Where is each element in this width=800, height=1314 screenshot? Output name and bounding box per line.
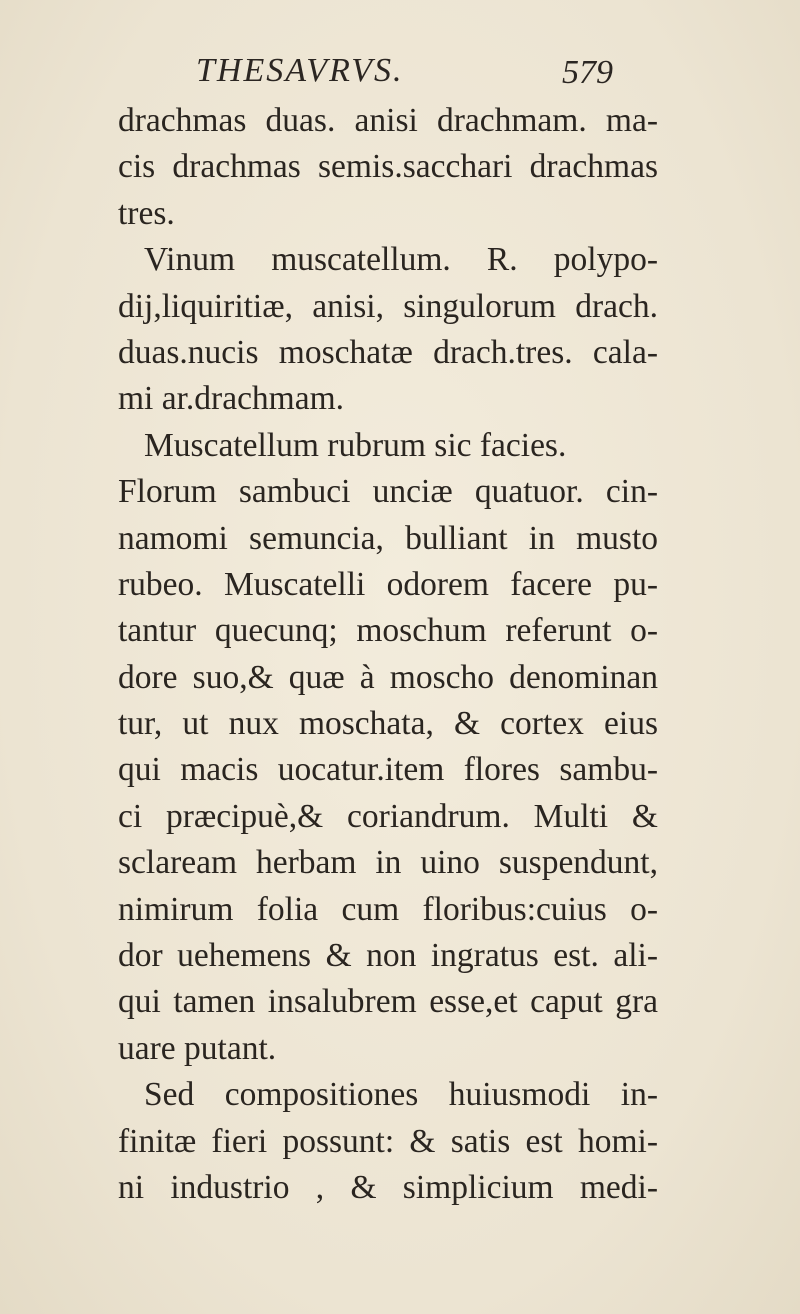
text-line: namomi semuncia, bulliant in musto (118, 519, 658, 557)
text-line: sclaream herbam in uino suspendunt, (118, 844, 658, 882)
text-line: drachmas duas. anisi drachmam. ma- (118, 102, 658, 139)
text-line: uare putant. (118, 1029, 277, 1067)
text-line: tur, ut nux moschata, & cortex eius (118, 705, 658, 743)
text-line: qui tamen insalubrem esse,et caput gra (118, 983, 658, 1021)
text-line: duas.nucis moschatæ drach.tres. cala- (118, 333, 658, 371)
text-line: dore suo,& quæ à moscho denominan (118, 658, 658, 696)
text-line: dij,liquiritiæ, anisi, singulorum drach. (118, 287, 658, 325)
text-line: Vinum muscatellum. R. polypo- (144, 241, 658, 279)
page-number: 579 (562, 54, 613, 91)
text-line: rubeo. Muscatelli odorem facere pu- (118, 565, 658, 603)
text-line: cis drachmas semis.sacchari drachmas (118, 148, 658, 186)
text-line: qui macis uocatur.item flores sambu- (118, 751, 658, 789)
body-text (118, 98, 658, 1211)
page-header (0, 52, 800, 92)
text-line: dor uehemens & non ingratus est. ali- (118, 937, 658, 975)
text-line: ci præcipuè,& coriandrum. Multi & (118, 797, 658, 835)
text-line: mi ar.drachmam. (118, 380, 345, 418)
text-line: ni industrio , & simplicium medi- (118, 1168, 658, 1206)
text-line: tres. (118, 194, 175, 232)
text-line: Sed compositiones huiusmodi in- (144, 1076, 658, 1114)
text-line: Florum sambuci unciæ quatuor. cin- (118, 473, 658, 511)
text-line: nimirum folia cum floribus:cuius o- (118, 890, 658, 928)
text-line: tantur quecunq; moschum referunt o- (118, 612, 658, 650)
running-title: THESAVRVS. (196, 52, 404, 89)
text-line: finitæ fieri possunt: & satis est homi- (118, 1122, 658, 1160)
text-line: Muscatellum rubrum sic facies. (144, 426, 567, 464)
